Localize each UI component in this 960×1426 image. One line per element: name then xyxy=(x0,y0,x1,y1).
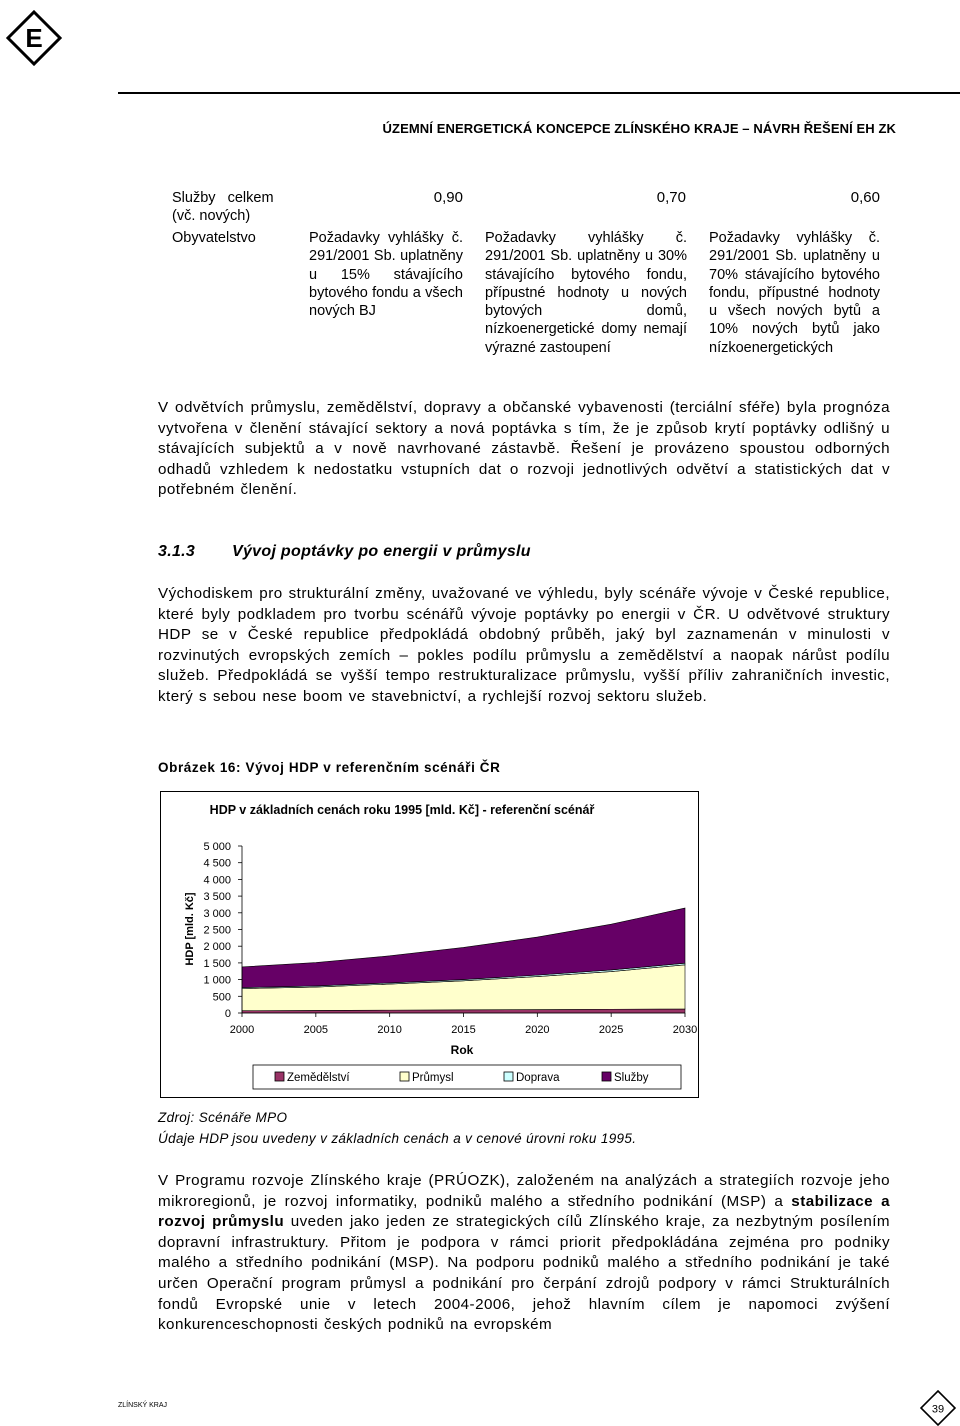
figure-caption: Obrázek 16: Vývoj HDP v referenčním scénáři ČR xyxy=(158,760,501,775)
legend-label: Průmysl xyxy=(412,1072,454,1084)
paragraph-program-bold: stabilizace a rozvoj průmyslu xyxy=(158,1192,890,1231)
hdp-note: Údaje HDP jsou uvedeny v základních cenách a v cenové úrovni roku 1995. xyxy=(158,1131,637,1146)
x-tick-label: 2010 xyxy=(377,1024,402,1036)
legend-label: Zemědělství xyxy=(287,1072,350,1084)
x-tick-label: 2030 xyxy=(672,1024,698,1036)
y-tick-label: 500 xyxy=(212,991,231,1004)
paragraph-program-text-1: V Programu rozvoje Zlínského kraje (PRÚOZK), založeném na analýzách a strategiích rozvoje jeho mikroregionů, je rozvoj informatiky, podniků malého a středního podnikání (MSP) a xyxy=(158,1172,890,1210)
x-tick-label: 2025 xyxy=(598,1024,624,1036)
source-note: Zdroj: Scénáře MPO xyxy=(158,1110,288,1125)
services-value-2: 0,70 xyxy=(656,189,686,206)
row-label-services: Služby celkem (vč. nových) xyxy=(172,190,274,225)
legend-swatch xyxy=(504,1072,513,1081)
y-tick-label: 0 xyxy=(224,1008,231,1020)
y-tick-label: 3 500 xyxy=(203,891,231,904)
header-rule xyxy=(118,92,960,94)
header-title: ÚZEMNÍ ENERGETICKÁ KONCEPCE ZLÍNSKÉHO KRAJE – NÁVRH ŘEŠENÍ EH ZK xyxy=(382,121,896,136)
row-label-population: Obyvatelstvo xyxy=(172,230,256,246)
x-tick-label: 2020 xyxy=(525,1024,550,1036)
services-value-3: 0,60 xyxy=(850,189,880,206)
chart-legend xyxy=(253,1065,681,1089)
y-tick-label: 5 000 xyxy=(203,841,231,853)
page-number-badge xyxy=(920,1390,956,1426)
population-col-1: Požadavky vyhlášky č. 291/2001 Sb. uplatněny u 15% stávajícího bytového fondu a všech nových BJ xyxy=(309,230,463,320)
services-value-1: 0,90 xyxy=(433,189,463,206)
y-tick-label: 1 000 xyxy=(203,974,231,987)
paragraph-program xyxy=(158,1171,890,1336)
legend-swatch xyxy=(602,1072,611,1081)
hdp-area-chart xyxy=(160,791,699,1098)
footer-region: ZLÍNSKÝ KRAJ xyxy=(118,1402,168,1409)
section-number: 3.1.3 xyxy=(158,543,196,560)
y-axis-label: HDP [mld. Kč] xyxy=(184,892,196,966)
y-tick-label: 2 500 xyxy=(203,924,231,937)
x-tick-label: 2015 xyxy=(451,1024,476,1036)
legend-label: Služby xyxy=(614,1072,649,1084)
y-tick-label: 3 000 xyxy=(203,907,231,920)
legend-swatch xyxy=(275,1072,284,1081)
x-axis-label: Rok xyxy=(450,1043,474,1057)
population-col-2: Požadavky vyhlášky č. 291/2001 Sb. uplatněny u 30% stávajícího bytového fondu, přípustné hodnoty u nových bytových domů, nízkoenergetické domy nemají výrazné zastoupení xyxy=(485,230,687,356)
y-tick-label: 2 000 xyxy=(203,941,231,954)
x-tick-label: 2005 xyxy=(303,1024,329,1036)
logo-icon xyxy=(6,10,62,66)
paragraph-structural-changes: Východiskem pro strukturální změny, uvažované ve výhledu, byly scénáře vývoje v České republice, které byly podkladem pro tvorbu scénářů vývoje poptávky po energii v ČR. U odvětvové struktury HDP se v České republice předpokládá obdobný průběh, jaký byl zaznamenán v minulosti v rozvinutých evropských zemích – pokles podílu průmyslu a zemědělství a naopak nárůst podílu služeb. Předpokládá se vyšší tempo restrukturalizace průmyslu, vyšší příliv zahraničních investic, který s sebou nese boom ve stavebnictví, a rychlejší rozvoj sektoru služeb. xyxy=(158,585,890,705)
legend-label: Doprava xyxy=(516,1072,560,1084)
legend-swatch xyxy=(400,1072,409,1081)
y-tick-label: 4 000 xyxy=(203,874,231,887)
population-col-3: Požadavky vyhlášky č. 291/2001 Sb. uplatněny u 70% stávajícího bytového fondu, přípustné hodnoty u všech nových bytů a 10% nových bytů jako nízkoenergetických xyxy=(709,230,880,356)
page-number: 39 xyxy=(931,1403,945,1416)
y-tick-label: 1 500 xyxy=(203,957,231,970)
section-heading xyxy=(158,543,531,561)
paragraph-sectors: V odvětvích průmyslu, zemědělství, dopravy a občanské vybavenosti (terciální sféře) byla prognóza vytvořena v členění stávající sektory a nová poptávka s tím, že je způsob krytí poptávky odlišný u stávajících subjektů a v nově navrhované zástavbě. Řešení je provázeno spoustou odborných odhadů vzhledem k nedostatku vstupních dat o rozvoji jednotlivých odvětví a statistických dat v potřebném členění. xyxy=(158,399,890,499)
chart-title: HDP v základních cenách roku 1995 [mld. Kč] - referenční scénář xyxy=(209,803,595,817)
x-tick-label: 2000 xyxy=(229,1024,255,1036)
logo-letter: E xyxy=(25,23,43,53)
y-tick-label: 4 500 xyxy=(203,857,231,870)
paragraph-program-text-2: uveden jako jeden ze strategických cílů Zlínského kraje, za nezbytným posílením dopravní infrastruktury. Přitom je podpora v rámci priorit předpokládána zejména pro podniky malého a středního podnikání (MSP). Na podporu podniků malého a středního podnikání je také určen Operační program průmysl a podnikání pro čerpání zdrojů podpory v rámci Strukturálních fondů Evropské unie v letech 2004-2006, jehož hlavním cílem je napomoci zvýšení konkurenceschopnosti českých podniků na evropském xyxy=(158,1213,890,1334)
section-title: Vývoj poptávky po energii v průmyslu xyxy=(232,543,531,560)
